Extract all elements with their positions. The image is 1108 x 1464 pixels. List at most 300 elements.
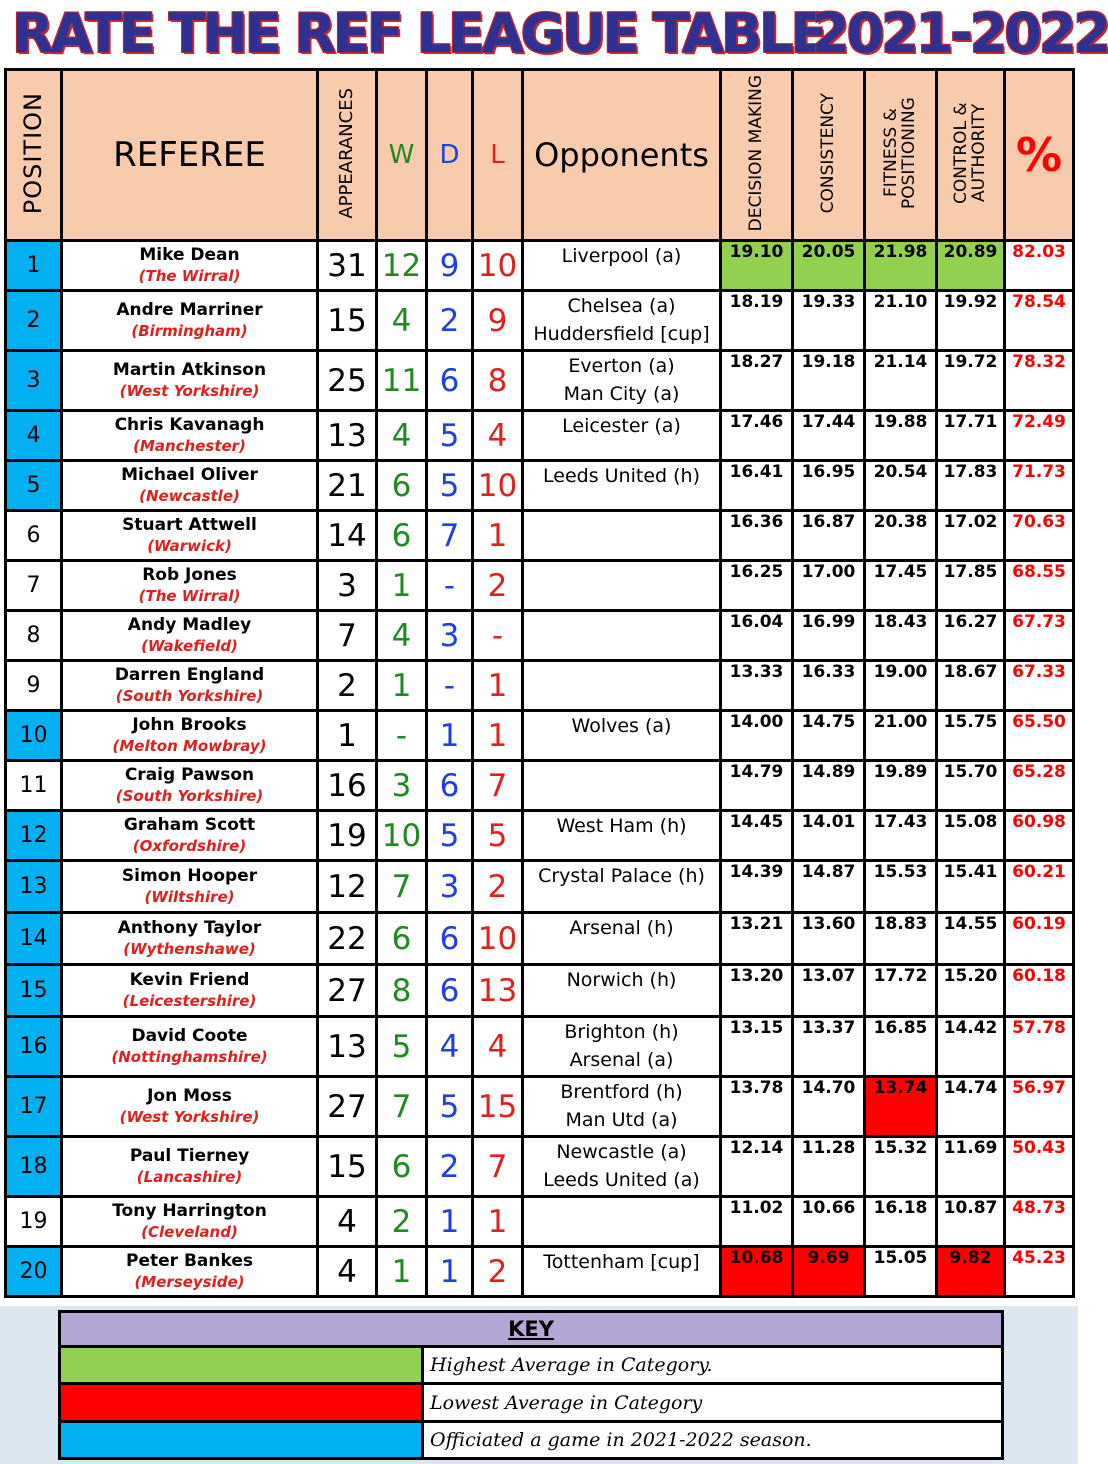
referee-name: Andre Marriner xyxy=(116,299,263,320)
opponent-entry: Brentford (h) xyxy=(560,1081,683,1103)
score-fit-cell: 20.54 xyxy=(865,461,937,511)
percent-cell: 65.28 xyxy=(1005,761,1074,811)
appearances-cell: 4 xyxy=(318,1247,377,1297)
opponent-entry: Arsenal (a) xyxy=(569,1049,674,1071)
draws-cell: 1 xyxy=(427,1197,473,1247)
appearances-cell: 15 xyxy=(318,291,377,351)
percent-cell: 45.23 xyxy=(1005,1247,1074,1297)
position-cell: 7 xyxy=(6,561,62,611)
referee-name: Mike Dean xyxy=(139,244,240,265)
referee-location: (Birmingham) xyxy=(131,321,248,340)
position-cell: 20 xyxy=(6,1247,62,1297)
losses-cell: 13 xyxy=(473,965,523,1017)
score-fit-cell: 20.38 xyxy=(865,511,937,561)
opponents-cell xyxy=(523,913,721,965)
referee-location: (Leicestershire) xyxy=(122,991,257,1010)
losses-cell: 5 xyxy=(473,811,523,861)
draws-cell: 2 xyxy=(427,1137,473,1197)
key-swatch-lowest xyxy=(60,1384,423,1421)
wins-cell: 3 xyxy=(377,761,427,811)
score-ctl-cell: 14.74 xyxy=(937,1077,1005,1137)
opponent-entry: Tottenham [cup] xyxy=(543,1251,700,1273)
opponents-cell xyxy=(523,965,721,1017)
percent-cell: 70.63 xyxy=(1005,511,1074,561)
referee-cell xyxy=(62,511,318,561)
table-row xyxy=(6,461,1074,511)
referee-name: Peter Bankes xyxy=(126,1250,253,1271)
opponent-entry: Arsenal (h) xyxy=(569,917,674,939)
key-text-highest: Highest Average in Category. xyxy=(423,1347,1003,1384)
position-cell: 13 xyxy=(6,861,62,913)
losses-cell: 8 xyxy=(473,351,523,411)
losses-cell: 1 xyxy=(473,511,523,561)
score-ctl-cell: 10.87 xyxy=(937,1197,1005,1247)
draws-cell: 6 xyxy=(427,351,473,411)
referee-location: (Manchester) xyxy=(133,436,246,455)
league-table xyxy=(4,68,1075,1298)
referee-cell xyxy=(62,291,318,351)
header-percent: % xyxy=(1005,70,1074,241)
draws-cell: 1 xyxy=(427,1247,473,1297)
appearances-cell: 22 xyxy=(318,913,377,965)
score-dm-cell: 13.33 xyxy=(721,661,793,711)
referee-name: Chris Kavanagh xyxy=(114,414,265,435)
draws-cell: - xyxy=(427,561,473,611)
position-cell: 1 xyxy=(6,241,62,291)
appearances-cell: 16 xyxy=(318,761,377,811)
wins-cell: - xyxy=(377,711,427,761)
appearances-cell: 3 xyxy=(318,561,377,611)
position-cell: 14 xyxy=(6,913,62,965)
header-consistency: CONSISTENCY xyxy=(793,70,865,241)
percent-cell: 56.97 xyxy=(1005,1077,1074,1137)
losses-cell: 1 xyxy=(473,1197,523,1247)
wins-cell: 6 xyxy=(377,1137,427,1197)
draws-cell: 5 xyxy=(427,1077,473,1137)
header-decision-making: DECISION MAKING xyxy=(721,70,793,241)
table-row xyxy=(6,965,1074,1017)
opponent-entry: Huddersfield [cup] xyxy=(533,323,710,345)
score-dm-cell: 16.41 xyxy=(721,461,793,511)
score-fit-cell: 15.53 xyxy=(865,861,937,913)
referee-cell xyxy=(62,241,318,291)
referee-location: (The Wirral) xyxy=(138,266,241,285)
referee-cell xyxy=(62,761,318,811)
percent-cell: 60.19 xyxy=(1005,913,1074,965)
score-dm-cell: 17.46 xyxy=(721,411,793,461)
wins-cell: 6 xyxy=(377,461,427,511)
referee-location: (Newcastle) xyxy=(139,486,240,505)
opponent-entry: Newcastle (a) xyxy=(556,1141,687,1163)
score-con-cell: 10.66 xyxy=(793,1197,865,1247)
referee-location: (South Yorkshire) xyxy=(115,786,264,805)
score-dm-cell: 12.14 xyxy=(721,1137,793,1197)
referee-name: Anthony Taylor xyxy=(117,917,262,938)
referee-name: Paul Tierney xyxy=(129,1145,250,1166)
score-dm-cell: 13.21 xyxy=(721,913,793,965)
referee-cell xyxy=(62,561,318,611)
draws-cell: 5 xyxy=(427,461,473,511)
score-ctl-cell: 15.70 xyxy=(937,761,1005,811)
opponents-cell xyxy=(523,461,721,511)
score-dm-cell: 13.20 xyxy=(721,965,793,1017)
referee-name: Graham Scott xyxy=(123,814,256,835)
header-appearances: APPEARANCES xyxy=(318,70,377,241)
score-ctl-cell: 17.02 xyxy=(937,511,1005,561)
wins-cell: 1 xyxy=(377,561,427,611)
referee-cell xyxy=(62,351,318,411)
table-row xyxy=(6,1077,1074,1137)
draws-cell: 1 xyxy=(427,711,473,761)
referee-name: Craig Pawson xyxy=(124,764,255,785)
header-position: POSITION xyxy=(6,70,62,241)
wins-cell: 12 xyxy=(377,241,427,291)
score-ctl-cell: 15.41 xyxy=(937,861,1005,913)
score-fit-cell: 18.43 xyxy=(865,611,937,661)
table-row xyxy=(6,351,1074,411)
opponents-cell xyxy=(523,1197,721,1247)
percent-cell: 82.03 xyxy=(1005,241,1074,291)
appearances-cell: 25 xyxy=(318,351,377,411)
score-ctl-cell: 14.55 xyxy=(937,913,1005,965)
referee-location: (Melton Mowbray) xyxy=(112,736,267,755)
opponents-cell xyxy=(523,611,721,661)
percent-cell: 60.18 xyxy=(1005,965,1074,1017)
referee-cell xyxy=(62,913,318,965)
score-fit-cell: 19.88 xyxy=(865,411,937,461)
referee-location: (Wythenshawe) xyxy=(123,939,256,958)
opponent-entry: Liverpool (a) xyxy=(561,245,682,267)
score-fit-cell: 17.43 xyxy=(865,811,937,861)
draws-cell: 5 xyxy=(427,811,473,861)
percent-cell: 67.33 xyxy=(1005,661,1074,711)
score-dm-cell: 16.04 xyxy=(721,611,793,661)
table-row xyxy=(6,711,1074,761)
score-con-cell: 16.33 xyxy=(793,661,865,711)
referee-location: (Wiltshire) xyxy=(144,887,235,906)
opponent-entry: Leeds United (a) xyxy=(543,1169,700,1191)
losses-cell: 7 xyxy=(473,1137,523,1197)
losses-cell: 2 xyxy=(473,1247,523,1297)
score-dm-cell: 16.36 xyxy=(721,511,793,561)
opponents-cell xyxy=(523,661,721,711)
losses-cell: - xyxy=(473,611,523,661)
table-row xyxy=(6,561,1074,611)
score-ctl-cell: 14.42 xyxy=(937,1017,1005,1077)
referee-name: Martin Atkinson xyxy=(112,359,267,380)
referee-location: (West Yorkshire) xyxy=(119,381,260,400)
score-con-cell: 14.70 xyxy=(793,1077,865,1137)
score-fit-cell: 17.45 xyxy=(865,561,937,611)
key-text-lowest: Lowest Average in Category xyxy=(423,1384,1003,1421)
score-con-cell: 13.37 xyxy=(793,1017,865,1077)
percent-cell: 78.32 xyxy=(1005,351,1074,411)
draws-cell: 3 xyxy=(427,611,473,661)
appearances-cell: 14 xyxy=(318,511,377,561)
title-text: RATE THE REF LEAGUE TABLE xyxy=(12,2,825,65)
header-referee: REFEREE xyxy=(62,70,318,241)
wins-cell: 1 xyxy=(377,1247,427,1297)
position-cell: 2 xyxy=(6,291,62,351)
score-fit-cell: 13.74 xyxy=(865,1077,937,1137)
key-swatch-highest xyxy=(60,1347,423,1384)
position-cell: 5 xyxy=(6,461,62,511)
score-fit-cell: 16.18 xyxy=(865,1197,937,1247)
header-wins: W xyxy=(377,70,427,241)
appearances-cell: 7 xyxy=(318,611,377,661)
referee-cell xyxy=(62,1077,318,1137)
opponent-entry: West Ham (h) xyxy=(556,815,687,837)
position-cell: 9 xyxy=(6,661,62,711)
appearances-cell: 15 xyxy=(318,1137,377,1197)
position-cell: 8 xyxy=(6,611,62,661)
losses-cell: 2 xyxy=(473,861,523,913)
referee-name: Michael Oliver xyxy=(121,464,258,485)
referee-cell xyxy=(62,1197,318,1247)
score-ctl-cell: 16.27 xyxy=(937,611,1005,661)
percent-cell: 71.73 xyxy=(1005,461,1074,511)
score-con-cell: 13.07 xyxy=(793,965,865,1017)
percent-cell: 57.78 xyxy=(1005,1017,1074,1077)
score-con-cell: 14.01 xyxy=(793,811,865,861)
appearances-cell: 12 xyxy=(318,861,377,913)
draws-cell: 9 xyxy=(427,241,473,291)
referee-location: (Cleveland) xyxy=(141,1222,238,1241)
key-title: KEY xyxy=(60,1312,1003,1347)
appearances-cell: 2 xyxy=(318,661,377,711)
referee-cell xyxy=(62,661,318,711)
score-ctl-cell: 15.08 xyxy=(937,811,1005,861)
referee-cell xyxy=(62,1017,318,1077)
score-dm-cell: 16.25 xyxy=(721,561,793,611)
referee-name: Kevin Friend xyxy=(129,969,250,990)
appearances-cell: 13 xyxy=(318,1017,377,1077)
score-dm-cell: 11.02 xyxy=(721,1197,793,1247)
wins-cell: 7 xyxy=(377,1077,427,1137)
opponents-cell xyxy=(523,241,721,291)
losses-cell: 15 xyxy=(473,1077,523,1137)
referee-location: (Wakefield) xyxy=(141,636,238,655)
opponents-cell xyxy=(523,291,721,351)
table-row xyxy=(6,1017,1074,1077)
referee-location: (The Wirral) xyxy=(138,586,241,605)
score-fit-cell: 21.98 xyxy=(865,241,937,291)
referee-name: Rob Jones xyxy=(142,564,237,585)
losses-cell: 1 xyxy=(473,711,523,761)
referee-cell xyxy=(62,1137,318,1197)
score-fit-cell: 16.85 xyxy=(865,1017,937,1077)
score-ctl-cell: 17.83 xyxy=(937,461,1005,511)
key-swatch-officiated xyxy=(60,1421,423,1458)
referee-name: Andy Madley xyxy=(127,614,252,635)
score-dm-cell: 13.78 xyxy=(721,1077,793,1137)
position-cell: 11 xyxy=(6,761,62,811)
score-dm-cell: 14.39 xyxy=(721,861,793,913)
percent-cell: 72.49 xyxy=(1005,411,1074,461)
losses-cell: 10 xyxy=(473,241,523,291)
percent-cell: 60.21 xyxy=(1005,861,1074,913)
score-con-cell: 16.99 xyxy=(793,611,865,661)
losses-cell: 10 xyxy=(473,913,523,965)
referee-location: (Lancashire) xyxy=(136,1167,243,1186)
score-con-cell: 19.18 xyxy=(793,351,865,411)
losses-cell: 9 xyxy=(473,291,523,351)
score-ctl-cell: 17.71 xyxy=(937,411,1005,461)
wins-cell: 10 xyxy=(377,811,427,861)
score-ctl-cell: 15.75 xyxy=(937,711,1005,761)
appearances-cell: 1 xyxy=(318,711,377,761)
opponent-entry: Chelsea (a) xyxy=(567,295,676,317)
wins-cell: 7 xyxy=(377,861,427,913)
table-row xyxy=(6,861,1074,913)
score-con-cell: 13.60 xyxy=(793,913,865,965)
score-fit-cell: 21.00 xyxy=(865,711,937,761)
referee-name: John Brooks xyxy=(132,714,247,735)
score-ctl-cell: 18.67 xyxy=(937,661,1005,711)
score-con-cell: 17.44 xyxy=(793,411,865,461)
draws-cell: 6 xyxy=(427,913,473,965)
referee-location: (Merseyside) xyxy=(134,1272,245,1291)
opponent-entry: Leicester (a) xyxy=(562,415,681,437)
opponents-cell xyxy=(523,1137,721,1197)
referee-cell xyxy=(62,811,318,861)
referee-cell xyxy=(62,611,318,661)
referee-name: Darren England xyxy=(114,664,265,685)
score-con-cell: 14.75 xyxy=(793,711,865,761)
draws-cell: 6 xyxy=(427,965,473,1017)
opponents-cell xyxy=(523,711,721,761)
percent-cell: 67.73 xyxy=(1005,611,1074,661)
wins-cell: 4 xyxy=(377,411,427,461)
score-dm-cell: 13.15 xyxy=(721,1017,793,1077)
referee-name: David Coote xyxy=(131,1025,248,1046)
score-con-cell: 20.05 xyxy=(793,241,865,291)
appearances-cell: 4 xyxy=(318,1197,377,1247)
table-row xyxy=(6,811,1074,861)
position-cell: 18 xyxy=(6,1137,62,1197)
position-cell: 19 xyxy=(6,1197,62,1247)
score-dm-cell: 18.27 xyxy=(721,351,793,411)
opponents-cell xyxy=(523,351,721,411)
opponent-entry: Norwich (h) xyxy=(566,969,677,991)
opponent-entry: Leeds United (h) xyxy=(543,465,700,487)
percent-cell: 65.50 xyxy=(1005,711,1074,761)
referee-location: (Nottinghamshire) xyxy=(111,1047,268,1066)
draws-cell: 5 xyxy=(427,411,473,461)
score-fit-cell: 21.14 xyxy=(865,351,937,411)
referee-cell xyxy=(62,461,318,511)
score-dm-cell: 10.68 xyxy=(721,1247,793,1297)
key-text-officiated: Officiated a game in 2021-2022 season. xyxy=(423,1421,1003,1458)
position-cell: 12 xyxy=(6,811,62,861)
score-dm-cell: 14.00 xyxy=(721,711,793,761)
wins-cell: 6 xyxy=(377,511,427,561)
wins-cell: 6 xyxy=(377,913,427,965)
wins-cell: 8 xyxy=(377,965,427,1017)
score-con-cell: 14.89 xyxy=(793,761,865,811)
position-cell: 15 xyxy=(6,965,62,1017)
wins-cell: 1 xyxy=(377,661,427,711)
table-row xyxy=(6,291,1074,351)
table-row xyxy=(6,913,1074,965)
referee-cell xyxy=(62,411,318,461)
wins-cell: 5 xyxy=(377,1017,427,1077)
score-dm-cell: 14.45 xyxy=(721,811,793,861)
score-con-cell: 16.87 xyxy=(793,511,865,561)
score-fit-cell: 17.72 xyxy=(865,965,937,1017)
table-row xyxy=(6,1247,1074,1297)
table-row xyxy=(6,511,1074,561)
referee-location: (Oxfordshire) xyxy=(132,836,247,855)
draws-cell: 4 xyxy=(427,1017,473,1077)
referee-cell xyxy=(62,1247,318,1297)
page-title xyxy=(0,0,1108,68)
opponents-cell xyxy=(523,761,721,811)
table-row xyxy=(6,1137,1074,1197)
opponents-cell xyxy=(523,511,721,561)
losses-cell: 10 xyxy=(473,461,523,511)
referee-cell xyxy=(62,861,318,913)
wins-cell: 4 xyxy=(377,611,427,661)
position-cell: 17 xyxy=(6,1077,62,1137)
opponent-entry: Brighton (h) xyxy=(564,1021,679,1043)
referee-cell xyxy=(62,711,318,761)
position-cell: 4 xyxy=(6,411,62,461)
appearances-cell: 27 xyxy=(318,1077,377,1137)
header-control: CONTROL & AUTHORITY xyxy=(937,70,1005,241)
score-dm-cell: 19.10 xyxy=(721,241,793,291)
score-fit-cell: 18.83 xyxy=(865,913,937,965)
score-ctl-cell: 20.89 xyxy=(937,241,1005,291)
referee-name: Tony Harrington xyxy=(112,1200,267,1221)
table-row xyxy=(6,611,1074,661)
losses-cell: 4 xyxy=(473,411,523,461)
wins-cell: 4 xyxy=(377,291,427,351)
key-table xyxy=(58,1310,1004,1460)
wins-cell: 11 xyxy=(377,351,427,411)
score-con-cell: 14.87 xyxy=(793,861,865,913)
score-ctl-cell: 11.69 xyxy=(937,1137,1005,1197)
opponents-cell xyxy=(523,1247,721,1297)
referee-location: (West Yorkshire) xyxy=(119,1107,260,1126)
appearances-cell: 21 xyxy=(318,461,377,511)
appearances-cell: 31 xyxy=(318,241,377,291)
referee-location: (Warwick) xyxy=(147,536,232,555)
season-text: 2021-2022 xyxy=(812,2,1108,65)
draws-cell: 3 xyxy=(427,861,473,913)
header-fitness: FITNESS & POSITIONING xyxy=(865,70,937,241)
position-cell: 6 xyxy=(6,511,62,561)
score-dm-cell: 14.79 xyxy=(721,761,793,811)
opponents-cell xyxy=(523,1017,721,1077)
draws-cell: 6 xyxy=(427,761,473,811)
score-fit-cell: 15.32 xyxy=(865,1137,937,1197)
table-row xyxy=(6,411,1074,461)
table-row xyxy=(6,241,1074,291)
score-fit-cell: 15.05 xyxy=(865,1247,937,1297)
losses-cell: 7 xyxy=(473,761,523,811)
score-dm-cell: 18.19 xyxy=(721,291,793,351)
opponents-cell xyxy=(523,861,721,913)
header-opponents: Opponents xyxy=(523,70,721,241)
draws-cell: - xyxy=(427,661,473,711)
opponents-cell xyxy=(523,561,721,611)
wins-cell: 2 xyxy=(377,1197,427,1247)
appearances-cell: 13 xyxy=(318,411,377,461)
referee-name: Simon Hooper xyxy=(121,865,258,886)
opponent-entry: Man Utd (a) xyxy=(565,1109,678,1131)
score-ctl-cell: 17.85 xyxy=(937,561,1005,611)
